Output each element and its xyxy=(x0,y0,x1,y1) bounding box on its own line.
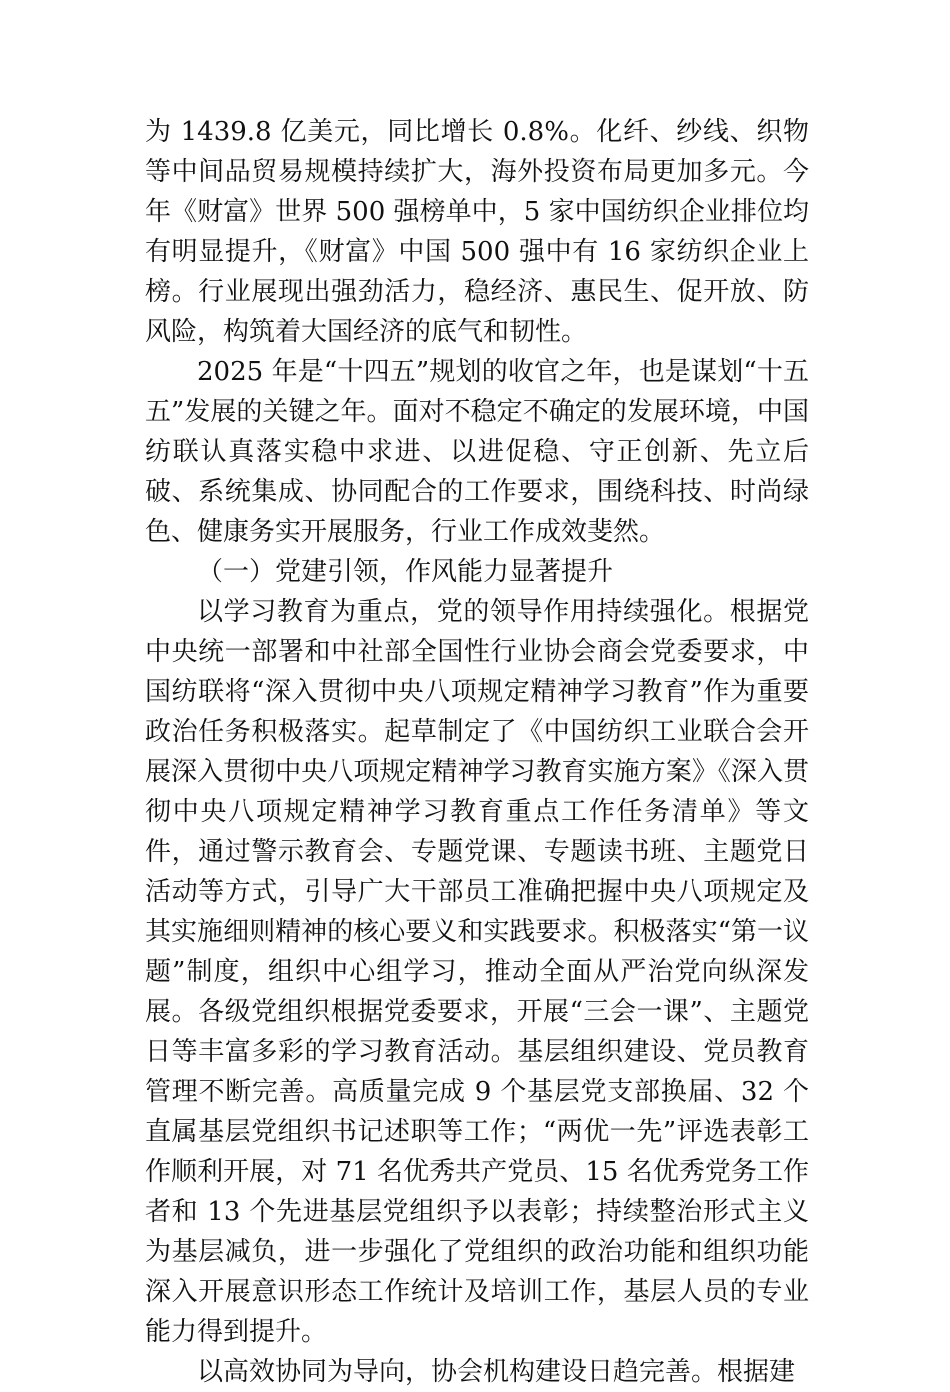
paragraph-continuation: 为 1439.8 亿美元，同比增长 0.8%。化纤、纱线、织物等中间品贸易规模持续扩大，海外投资布局更加多元。今年《财富》世界 500 强榜单中，5 家中国纺织企业排位均有明显提升，《财富》中国 500 强中有 16 家纺织企业上榜。行业展现出强劲活力，稳经济、惠民生、促开放、防风险，构筑着大国经济的底气和韧性。 xyxy=(145,117,809,347)
paragraph-party-building: 以学习教育为重点，党的领导作用持续强化。根据党中央统一部署和中社部全国性行业协会商会党委要求，中国纺联将“深入贯彻中央八项规定精神学习教育”作为重要政治任务积极落实。起草制定了《中国纺织工业联合会开展深入贯彻中央八项规定精神学习教育实施方案》《深入贯彻中央八项规定精神学习教育重点工作任务清单》等文件，通过警示教育会、专题党课、专题读书班、主题党日活动等方式，引导广大干部员工准确把握中央八项规定及其实施细则精神的核心要义和实践要求。积极落实“第一议题”制度，组织中心组学习，推动全面从严治党向纵深发展。各级党组织根据党委要求，开展“三会一课”、主题党日等丰富多彩的学习教育活动。基层组织建设、党员教育管理不断完善。高质量完成 9 个基层党支部换届、32 个直属基层党组织书记述职等工作；“两优一先”评选表彰工作顺利开展，对 71 名优秀共产党员、15 名优秀党务工作者和 13 个先进基层党组织予以表彰；持续整治形式主义为基层减负，进一步强化了党组织的政治功能和组织功能深入开展意识形态工作统计及培训工作，基层人员的专业能力得到提升。 xyxy=(145,597,809,1347)
section-heading: （一）党建引领，作风能力显著提升 xyxy=(197,557,614,587)
paragraph-organization: 以高效协同为导向，协会机构建设日趋完善。根据建 xyxy=(197,1357,796,1387)
document-page xyxy=(145,112,809,1392)
paragraph-2025-plan: 2025 年是“十四五”规划的收官之年，也是谋划“十五五”发展的关键之年。面对不稳定不确定的发展环境，中国纺联认真落实稳中求进、以进促稳、守正创新、先立后破、系统集成、协同配合的工作要求，围绕科技、时尚绿色、健康务实开展服务，行业工作成效斐然。 xyxy=(145,357,809,547)
